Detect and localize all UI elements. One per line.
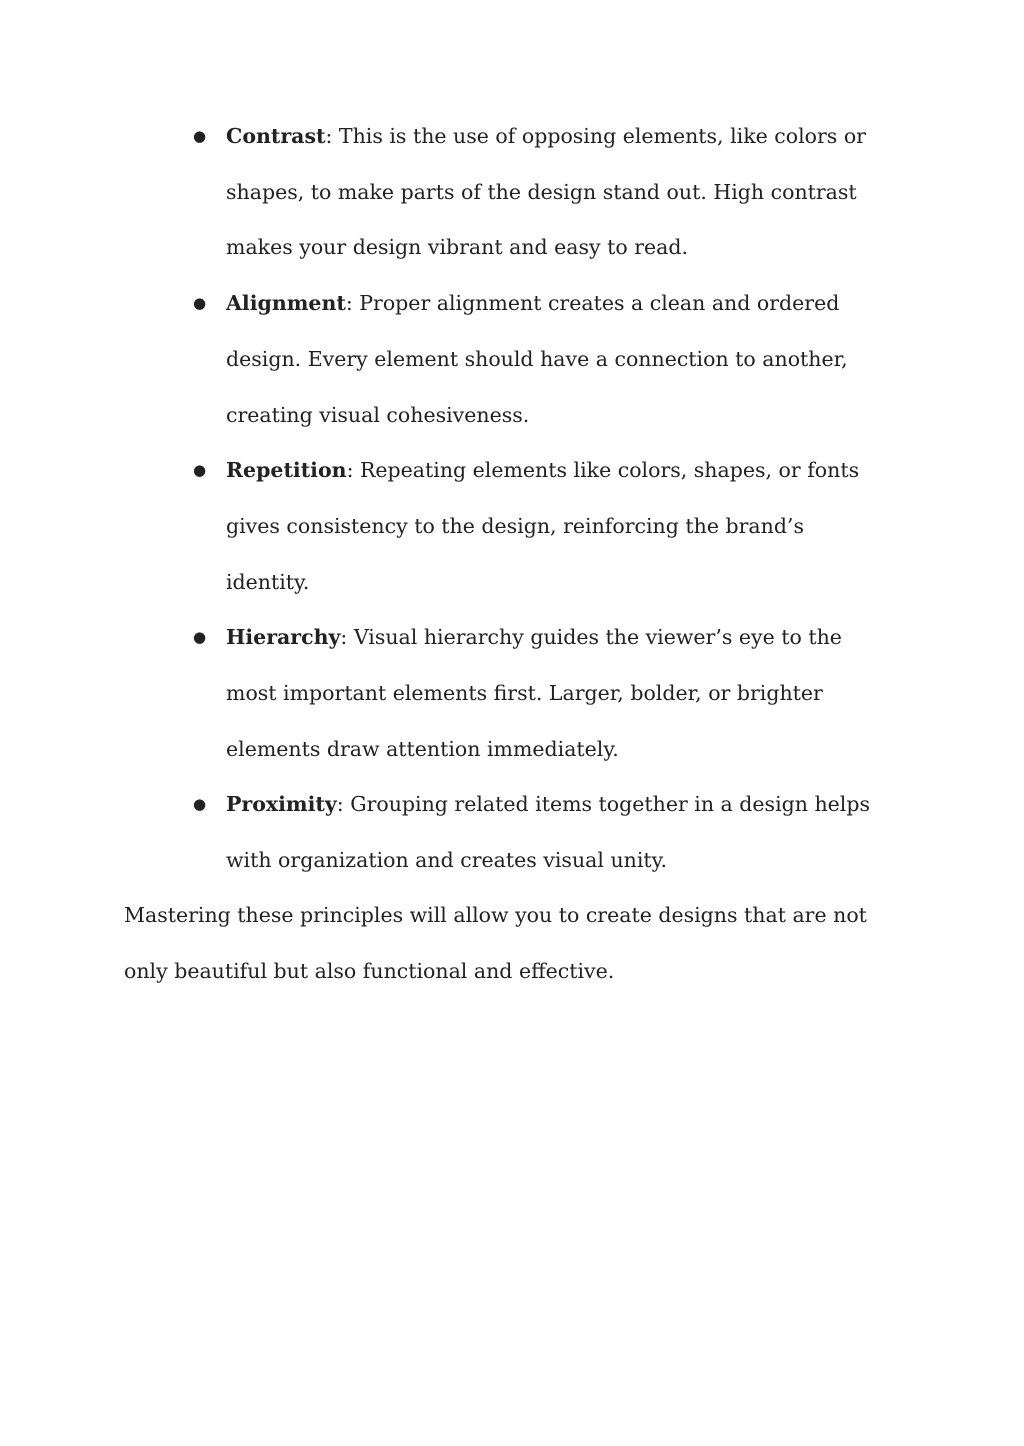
list-item-hierarchy [0,610,890,777]
list-item-proximity [0,777,890,888]
term-hierarchy: Hierarchy [226,625,341,650]
list-item-repetition [0,443,890,610]
term-proximity: Proximity [226,792,337,817]
description-proximity: : Grouping related items together in a design helps with organization and creates visual unity. [226,792,870,873]
bullet-icon: ● [193,461,207,480]
list-item-contrast [0,109,890,276]
term-alignment: Alignment [226,291,346,316]
bullet-icon: ● [193,294,207,313]
list-item-alignment [0,276,890,443]
description-repetition: : Repeating elements like colors, shapes, or fonts gives consistency to the design, reinforcing the brand’s identity. [226,458,860,594]
description-hierarchy: : Visual hierarchy guides the viewer’s eye to the most important elements first. Larger, bolder, or brighter elements draw attention immediately. [226,625,842,761]
bullet-icon: ● [193,795,207,814]
bullet-icon: ● [193,127,207,145]
term-contrast: Contrast [226,124,326,148]
description-alignment: : Proper alignment creates a clean and ordered design. Every element should have a connection to another, creating visual cohesiveness. [226,291,848,427]
bullet-icon: ● [193,628,207,647]
term-repetition: Repetition [226,458,347,483]
design-principles-list [0,109,1024,889]
description-contrast: : This is the use of opposing elements, like colors or shapes, to make parts of the design stand out. High contrast makes your design vibrant and easy to read. [226,124,866,260]
closing-paragraph: Mastering these principles will allow you to create designs that are not only beautiful but also functional and effective. [124,903,867,983]
